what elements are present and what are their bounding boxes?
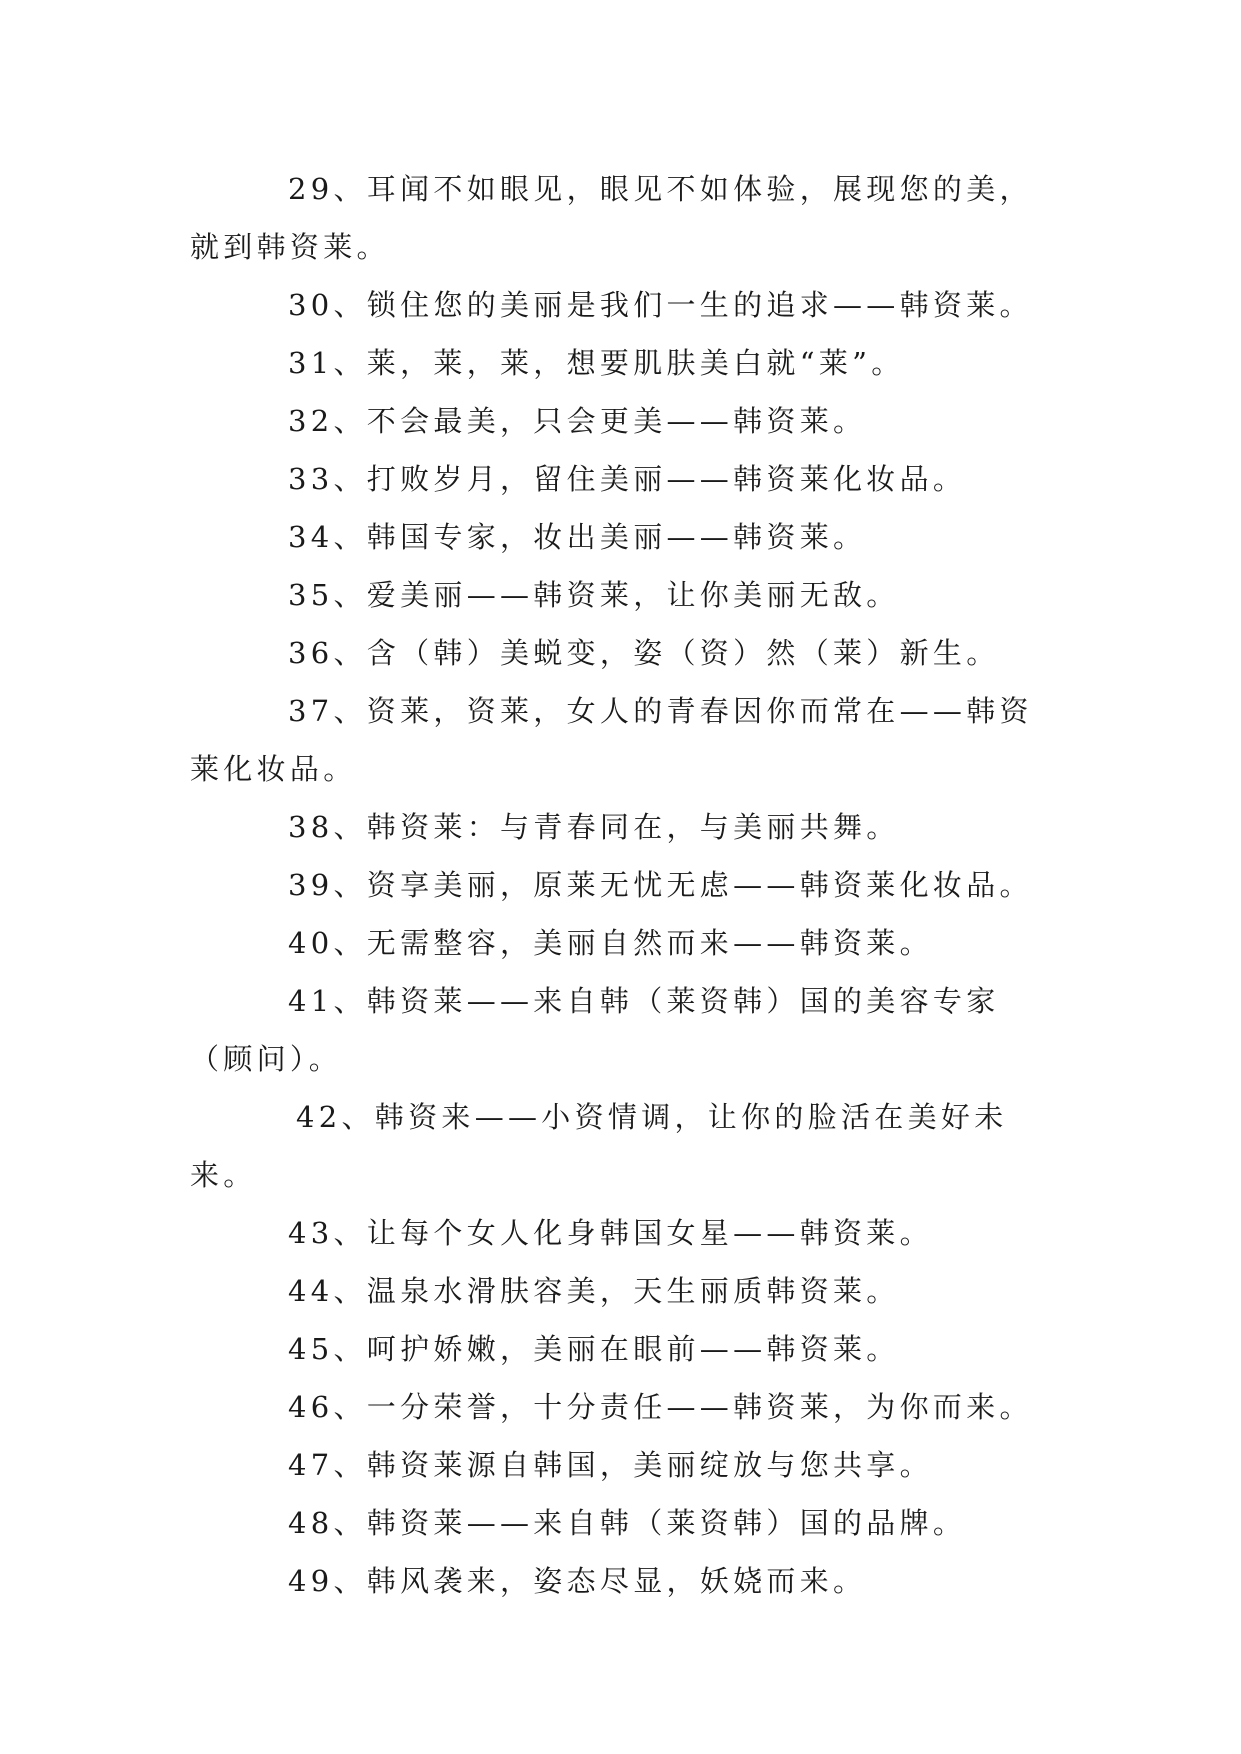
slogan-paragraph-30: 30、锁住您的美丽是我们一生的追求——韩资莱。 xyxy=(288,288,1033,322)
slogan-paragraph-41: 41、韩资莱——来自韩（莱资韩）国的美容专家（顾问）。 xyxy=(190,984,1000,1076)
document-body xyxy=(190,160,1050,1610)
slogan-paragraph-34: 34、韩国专家，妆出美丽——韩资莱。 xyxy=(288,520,867,554)
slogan-paragraph-35: 35、爱美丽——韩资莱，让你美丽无敌。 xyxy=(288,578,900,612)
slogan-paragraph-32: 32、不会最美，只会更美——韩资莱。 xyxy=(288,404,867,438)
slogan-paragraph-39: 39、资享美丽，原莱无忧无虑——韩资莱化妆品。 xyxy=(288,868,1033,902)
slogan-paragraph-31: 31、莱，莱，莱，想要肌肤美白就“莱”。 xyxy=(288,346,905,380)
slogan-paragraph-43: 43、让每个女人化身韩国女星——韩资莱。 xyxy=(288,1216,933,1250)
slogan-paragraph-36: 36、含（韩）美蜕变，姿（资）然（莱）新生。 xyxy=(288,636,1000,670)
slogan-paragraph-49: 49、韩风袭来，姿态尽显，妖娆而来。 xyxy=(288,1564,867,1598)
slogan-paragraph-42: 42、韩资来——小资情调，让你的脸活在美好未来。 xyxy=(190,1100,1008,1192)
slogan-paragraph-38: 38、韩资莱：与青春同在，与美丽共舞。 xyxy=(288,810,900,844)
slogan-paragraph-46: 46、一分荣誉，十分责任——韩资莱，为你而来。 xyxy=(288,1390,1033,1424)
slogan-paragraph-29: 29、耳闻不如眼见，眼见不如体验，展现您的美，就到韩资莱。 xyxy=(190,172,1033,264)
slogan-paragraph-44: 44、温泉水滑肤容美，天生丽质韩资莱。 xyxy=(288,1274,900,1308)
slogan-paragraph-47: 47、韩资莱源自韩国，美丽绽放与您共享。 xyxy=(288,1448,933,1482)
slogan-paragraph-45: 45、呵护娇嫩，美丽在眼前——韩资莱。 xyxy=(288,1332,900,1366)
slogan-paragraph-40: 40、无需整容，美丽自然而来——韩资莱。 xyxy=(288,926,933,960)
slogan-paragraph-48: 48、韩资莱——来自韩（莱资韩）国的品牌。 xyxy=(288,1506,967,1540)
slogan-paragraph-33: 33、打败岁月，留住美丽——韩资莱化妆品。 xyxy=(288,462,967,496)
slogan-paragraph-37: 37、资莱，资莱，女人的青春因你而常在——韩资莱化妆品。 xyxy=(190,694,1033,786)
